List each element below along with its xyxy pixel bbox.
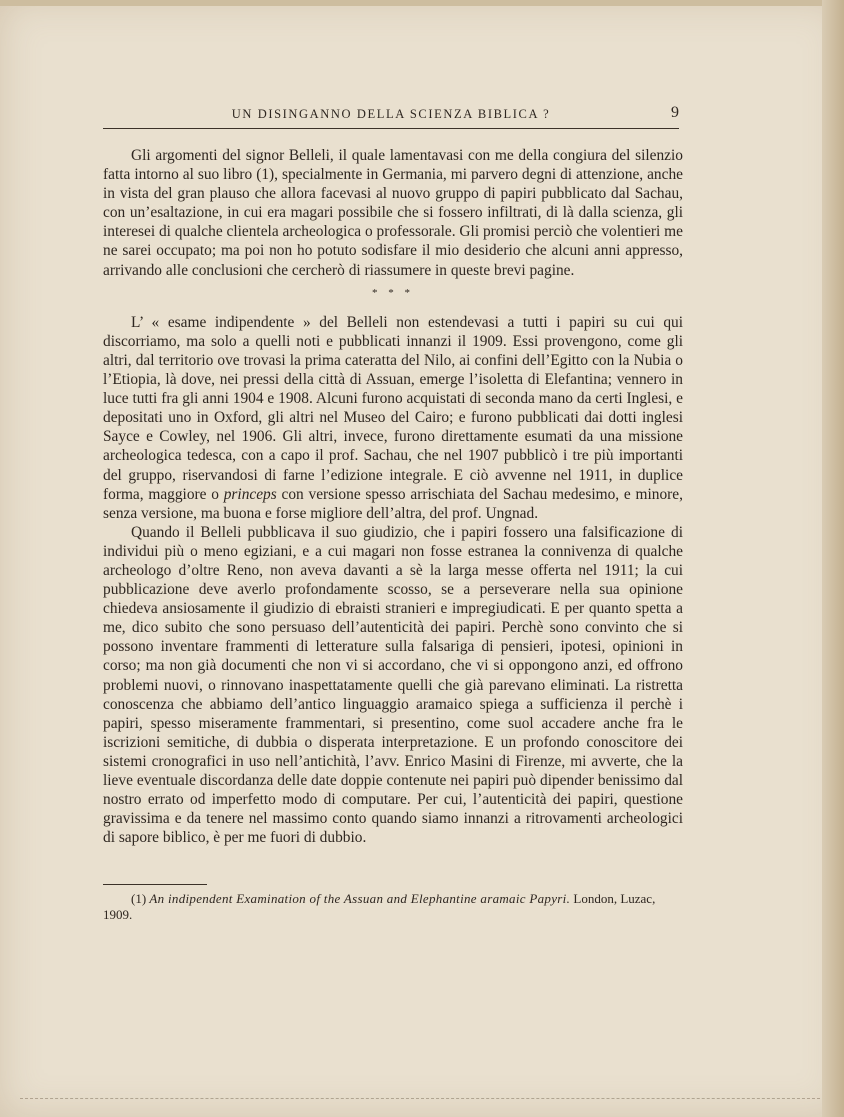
page-top-edge [0,0,844,6]
page-right-edge [822,0,844,1117]
footnote [103,891,683,922]
running-title: UN DISINGANNO DELLA SCIENZA BIBLICA ? [231,107,551,121]
body-text [103,146,683,847]
paragraph-1: Gli argomenti del signor Belleli, il quale lamentavasi con me della congiura del silenzio fatta intorno al suo libro (1), specialmente in Germania, mi parvero degni di attenzione, anche in vista del gran plauso che allora facevasi al nuovo gruppo di papiri pubblicato dal Sachau, con un’esaltazione, in cui era magari possibile che si fossero infiltrati, di là dalla scienza, gli interesei di qualche clientela archeologica o professorale. Gli promisi perciò che volentieri me ne sarei occupato; ma poi non ho potuto sodisfare il mio desiderio che alcuni anni appresso, arrivando alle conclusioni che cercherò di riassumere in queste brevi pagine. [103,147,683,279]
section-separator: * * * [372,286,414,299]
running-header [103,104,679,129]
footnote-title: An indipendent Examination of the Assuan and Elephantine aramaic Papyri. [149,891,571,906]
paragraph-2-part-1: L’ « esame indipendente » del Belleli non estendevasi a tutti i papiri su cui qui discorriamo, ma solo a quelli noti e pubblicati innanzi il 1909. Essi provengono, come gli altri, dal territorio ove trovasi la prima cateratta del Nilo, ai confini dell’Egitto con la Nubia o l’Etiopia, là dove, nei pressi della città di Assuan, emerge l’isoletta di Elefantina; vennero in luce tutti fra gli anni 1904 e 1908. Alcuni furono acquistati di seconda mano da certi Inglesi, e depositati uno in Oxford, gli altri nel Museo del Cairo; e furono pubblicati dai dotti inglesi Sayce e Cowley, nel 1906. Gli altri, invece, furono direttamente esumati da una missione archeologica tedesca, con a capo il prof. Sachau, che nel 1907 pubblicò i tre più importanti del gruppo, riservandosi di farne l’edizione integrale. E ciò avvenne nel 1911, in duplice forma, maggiore o [103,313,683,503]
bottom-page-mark [20,1098,820,1099]
paragraph-3: Quando il Belleli pubblicava il suo giudizio, che i papiri fossero una falsificazione di individui più o meno egiziani, e a cui magari non fosse estranea la connivenza di qualche archeologo d’oltre Reno, non aveva davanti a sè la larga messe offerta nel 1911; la cui pubblicazione deve averlo profondamente scosso, se a perseverare nella sua opinione chiedeva ansiosamente il giudizio di ebraisti stranieri e impregiudicati. E per quanto spetta a me, dico subito che sono persuaso dell’autenticità dei papiri. Perchè sono convinto che si possono inventare frammenti di letterature sulla falsariga di pensieri, ipotesi, opinioni in corso; ma non già documenti che non vi si accordano, che vi si oppongono anzi, ed offrono problemi nuovi, o rinnovano inaspettatamente quelli che già parevano eliminati. La ristretta conoscenza che abbiamo dell’antico linguaggio aramaico spiega a sufficienza il perchè i papiri, spesso miseramente frammentari, si presentino, come suol accadere anche fra le iscrizioni semitiche, di dubbia o disperata interpretazione. E un profondo conoscitore dei sistemi cronografici in uso nell’antichità, l’avv. Enrico Masini di Firenze, mi avverte, che la lieve eventuale discordanza delle date doppie contenute nei papiri può dipender benissimo dal nostro errato od imperfetto modo di computare. Per cui, l’autenticità dei papiri, questione gravissima e da tenere nel massimo conto quando siamo innanzi a ritrovamenti archeologici di sapore biblico, è per me fuori di dubbio. [103,523,683,847]
footnote-marker: (1) [131,891,147,906]
page-number: 9 [671,104,679,121]
footnote-publisher: London, Luzac, 1909. [103,891,656,922]
paragraph-2 [103,313,683,523]
princeps-italic: princeps [223,485,277,503]
footnote-rule [103,884,207,885]
paragraph-2-part-2: con versione spesso arrischiata del Sachau medesimo, e minore, senza versione, ma buona e forse migliore dell’altra, del prof. Ungnad. [103,485,683,522]
